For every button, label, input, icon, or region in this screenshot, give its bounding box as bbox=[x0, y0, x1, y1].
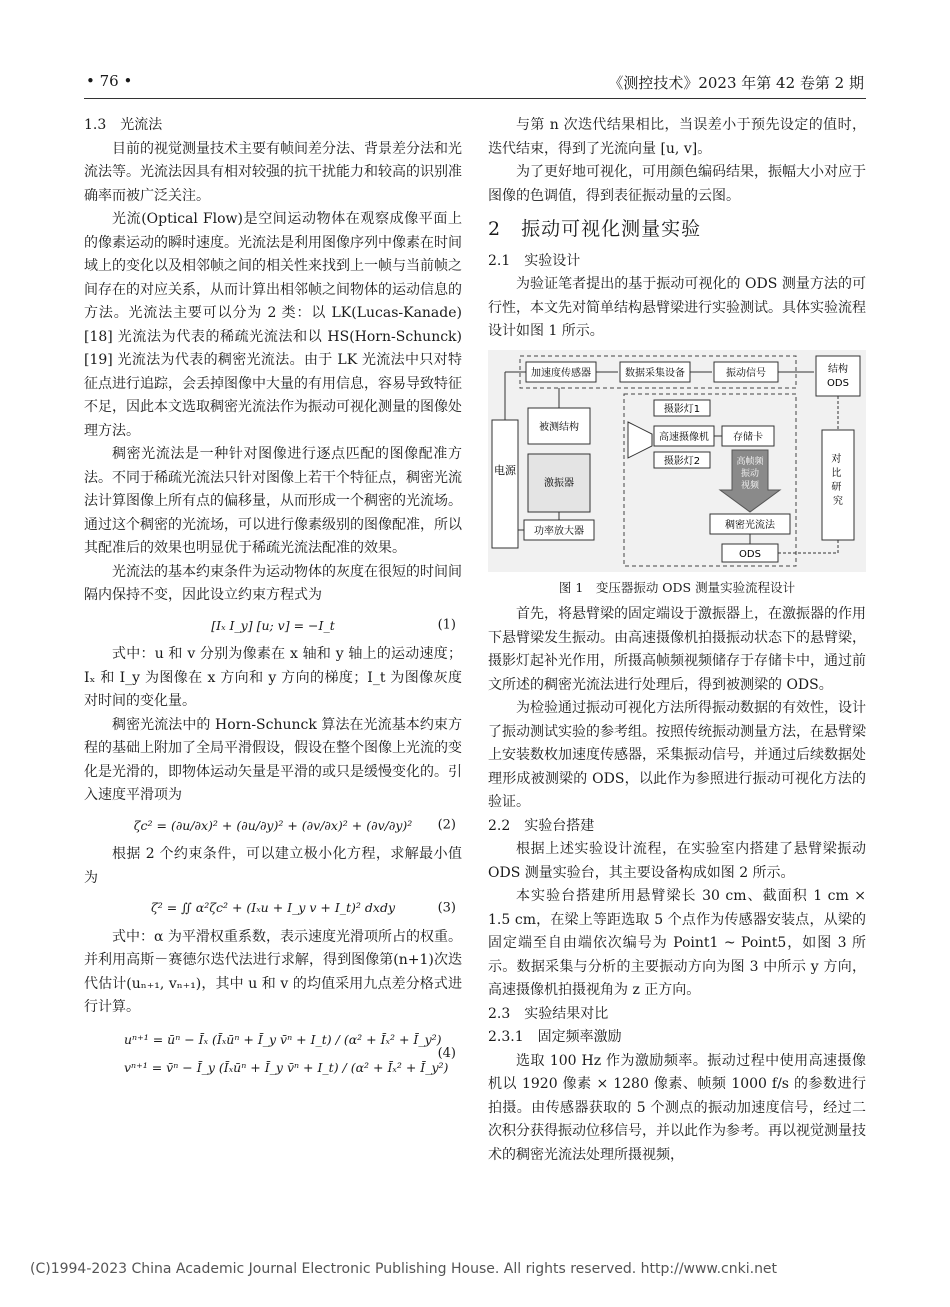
light2-label: 摄影灯2 bbox=[663, 455, 701, 467]
paragraph: 式中：α 为平滑权重系数，表示速度光滑项所占的权重。并利用高斯－赛德尔迭代法进行求解，得到图像第(n+1)次迭代估计(uₙ₊₁, vₙ₊₁)，其中 u 和 v 的均值采用九点差分格式进行计算。 bbox=[84, 928, 462, 1015]
paragraph: 为了更好地可视化，可用颜色编码结果，振幅大小对应于图像的色调值，得到表征振动量的云图。 bbox=[488, 164, 866, 204]
paragraph: 本实验台搭建所用悬臂梁长 30 cm、截面积 1 cm × 1.5 cm，在梁上等距选取 5 个点作为传感器安装点，从梁的固定端至自由端依次编号为 Point1 ~ Point5，如图 3 所示。数据采集与分析的主要振动方向为图 3 中所示 y 方向，高速摄像机拍摄视角为 z 正方向。 bbox=[488, 888, 866, 998]
equation-1-number: (1) bbox=[437, 617, 456, 633]
accel-label: 加速度传感器 bbox=[531, 367, 591, 379]
paragraph: 首先，将悬臂梁的固定端设于激振器上，在激振器的作用下悬臂梁发生振动。由高速摄像机拍摄振动状态下的悬臂梁，摄影灯起补光作用，所摄高帧频视频储存于存储卡中，通过前文所述的稠密光流法进行处理后，得到被测梁的 ODS。 bbox=[488, 606, 866, 693]
flowchart bbox=[488, 350, 866, 572]
compare-char: 研 bbox=[831, 481, 842, 493]
paragraph: 光流法的基本约束条件为运动物体的灰度在很短的时间间隔内保持不变，因此设立约束方程式为 bbox=[84, 563, 462, 603]
equation-3-body: ζ² = ∬ α²ζc² + (Iₓu + I_y v + I_t)² dxdy bbox=[150, 900, 396, 915]
paragraph: 根据 2 个约束条件，可以建立极小化方程，求解最小值为 bbox=[84, 846, 462, 886]
video-label-2: 振动 bbox=[740, 468, 760, 479]
daq-label: 数据采集设备 bbox=[625, 367, 685, 379]
section-2-2-heading: 2.2 实验台搭建 bbox=[488, 817, 595, 834]
equation-4 bbox=[84, 1026, 462, 1082]
compare-char: 比 bbox=[831, 467, 842, 479]
power-box bbox=[492, 420, 518, 548]
equation-4-line-u: uⁿ⁺¹ = ūⁿ − Īₓ (Īₓūⁿ + Ī_y v̄ⁿ + I_t) / (α² + Īₓ² + Ī_y²) bbox=[124, 1031, 442, 1047]
paragraph: 根据上述实验设计流程，在实验室内搭建了悬臂梁振动 ODS 测量实验台，其主要设备构成如图 2 所示。 bbox=[488, 841, 866, 881]
paragraph: 为检验通过振动可视化方法所得振动数据的有效性，设计了振动测试实验的参考组。按照传统振动测量方法，在悬臂梁上安装数枚加速度传感器，采集振动信号，并通过后续数据处理形成被测梁的 ODS，以此作为参照进行振动可视化方法的验证。 bbox=[488, 700, 866, 810]
paragraph: 光流(Optical Flow)是空间运动物体在观察成像平面上的像素运动的瞬时速度。光流法是利用图像序列中像素在时间域上的变化以及相邻帧之间的相关性来找到上一帧与当前帧之间存在的对应关系，从而计算出相邻帧之间物体的运动信息的方法。光流法主要可以分为 2 类：以 LK(Lucas-Kanade)[18] 光流法为代表的稀疏光流法和以 HS(Horn-Schunck)[19] 光流法为代表的稠密光流法。由于 LK 光流法中只对特征点进行追踪，会丢掉图像中大量的有用信息，容易导致特征不足，因此本文选取稠密光流法作为振动可视化测量的图像处理方法。 bbox=[84, 211, 462, 439]
figure-1-caption: 图 1 变压器振动 ODS 测量实验流程设计 bbox=[558, 579, 796, 595]
card-label: 存储卡 bbox=[733, 431, 763, 443]
section-2-3-heading: 2.3 实验结果对比 bbox=[488, 1005, 609, 1022]
power-label: 电源 bbox=[494, 463, 516, 477]
section-2-1-heading: 2.1 实验设计 bbox=[488, 252, 581, 269]
structure-ods-label: ODS bbox=[827, 377, 849, 389]
paragraph: 选取 100 Hz 作为激励频率。振动过程中使用高速摄像机以 1920 像素 × 1280 像素、帧频 1000 f/s 的参数进行拍摄。由传感器获取的 5 个测点的振动加速度信号，经过二次积分获得振动位移信号，并以此作为参考。再以视觉测量技术的稠密光流法处理所摄视频， bbox=[488, 1052, 866, 1163]
paragraph: 稠密光流法是一种针对图像进行逐点匹配的图像配准方法。不同于稀疏光流法只针对图像上若干个特征点，稠密光流法计算图像上所有点的偏移量，从而形成一个稠密的光流场。通过这个稠密的光流场，可以进行像素级别的图像配准，所以其配准后的效果也明显优于稀疏光流法配准的效果。 bbox=[84, 446, 462, 556]
shaker-label: 激振器 bbox=[544, 477, 574, 489]
structure-label: 结构 bbox=[828, 363, 848, 375]
right-column bbox=[488, 114, 866, 1167]
amplifier-label: 功率放大器 bbox=[534, 525, 584, 537]
header-rule bbox=[84, 98, 866, 99]
video-label-3: 视频 bbox=[740, 480, 760, 491]
equation-3 bbox=[84, 896, 462, 920]
paragraph: 目前的视觉测量技术主要有帧间差分法、背景差分法和光流法等。光流法因具有相对较强的抗干扰能力和较高的识别准确率而被广泛关注。 bbox=[84, 140, 462, 204]
equation-1 bbox=[84, 614, 462, 638]
journal-header: 《测控技术》2023 年第 42 卷第 2 期 bbox=[608, 74, 864, 92]
compare-char: 对 bbox=[831, 453, 842, 465]
left-column bbox=[84, 114, 462, 1088]
copyright-footer: (C)1994-2023 China Academic Journal Electronic Publishing House. All rights reserved. http://www.cnki.net bbox=[30, 1261, 778, 1277]
paragraph: 与第 n 次迭代结果相比，当误差小于预先设定的值时，迭代结束，得到了光流向量 [u, v]。 bbox=[488, 117, 866, 157]
camera-label: 高速摄像机 bbox=[659, 431, 709, 443]
light1-label: 摄影灯1 bbox=[663, 403, 701, 415]
equation-2-number: (2) bbox=[437, 817, 456, 833]
specimen-label: 被测结构 bbox=[539, 421, 579, 433]
paragraph: 稠密光流法中的 Horn-Schunck 算法在光流基本约束方程的基础上附加了全局平滑假设，假设在整个图像上光流的变化是光滑的，即物体运动矢量是平滑的或只是缓慢变化的。引入速度平滑项为 bbox=[84, 716, 462, 803]
paragraph: 为验证笔者提出的基于振动可视化的 ODS 测量方法的可行性，本文先对简单结构悬臂梁进行实验测试。具体实验流程设计如图 1 所示。 bbox=[488, 276, 866, 339]
section-2-3-1-heading: 2.3.1 固定频率激励 bbox=[488, 1029, 622, 1045]
equation-2-body: ζc² = (∂u/∂x)² + (∂u/∂y)² + (∂v/∂x)² + (∂v/∂y)² bbox=[133, 817, 413, 833]
signal-label: 振动信号 bbox=[726, 367, 766, 379]
paragraph: 式中：u 和 v 分别为像素在 x 轴和 y 轴上的运动速度；Iₓ 和 I_y 为图像在 x 方向和 y 方向的梯度；I_t 为图像灰度对时间的变化量。 bbox=[84, 646, 462, 709]
equation-3-number: (3) bbox=[437, 900, 456, 915]
section-1-3-heading: 1.3 光流法 bbox=[84, 117, 163, 133]
video-label-1: 高帧频 bbox=[736, 456, 764, 467]
structure-ods-box bbox=[816, 356, 860, 396]
dof-label: 稠密光流法 bbox=[725, 519, 775, 531]
equation-4-line-v: vⁿ⁺¹ = v̄ⁿ − Ī_y (Īₓūⁿ + Ī_y v̄ⁿ + I_t) / (α² + Īₓ² + Ī_y²) bbox=[124, 1059, 449, 1075]
equation-4-number: (4) bbox=[437, 1045, 456, 1061]
figure-1 bbox=[488, 350, 866, 600]
compare-char: 究 bbox=[833, 495, 843, 507]
ods-label: ODS bbox=[739, 548, 761, 560]
equation-1-body: [Iₓ I_y] [u; v] = −I_t bbox=[211, 617, 335, 633]
equation-2 bbox=[84, 814, 462, 838]
page-number: • 76 • bbox=[86, 72, 133, 90]
section-2-heading: 2 振动可视化测量实验 bbox=[488, 218, 702, 240]
